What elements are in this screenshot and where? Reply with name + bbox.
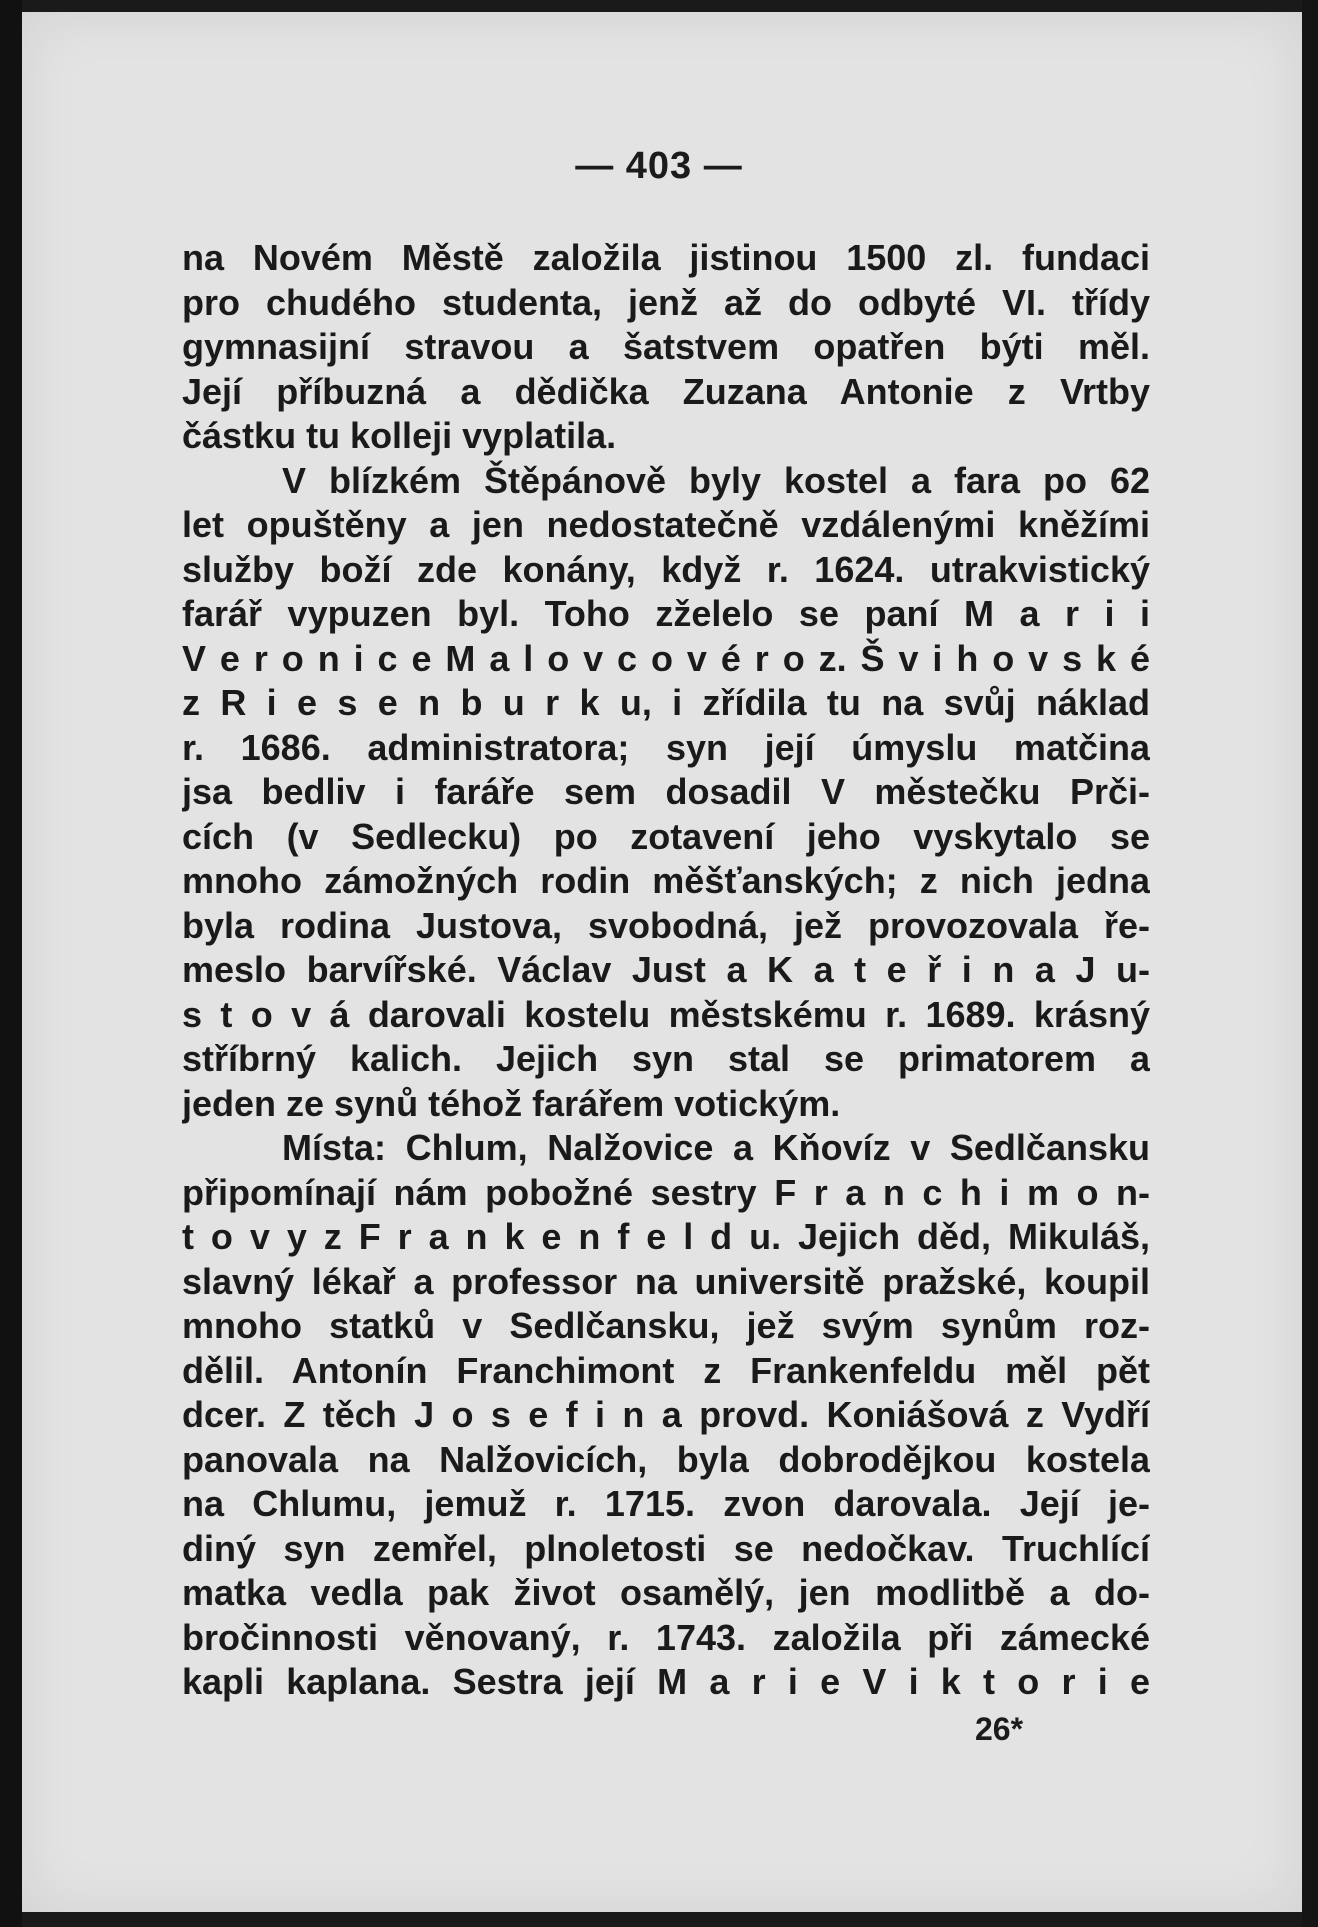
text-line: panovala na Nalžovicích, byla dobrodějkou kostela	[182, 1438, 1150, 1480]
text-line: částku tu kolleji vyplatila.	[182, 415, 617, 456]
text-line: let opuštěny a jen nedostatečně vzdálenými kněžími	[182, 504, 1150, 545]
text-line: mnoho zámožných rodin měšťanských; z nich jedna	[182, 860, 1150, 901]
text-line: jsa bedliv i faráře sem dosadil V městečku Prči-	[182, 771, 1150, 812]
text-line: pro chudého studenta, jenž až do odbyté VI. třídy	[182, 281, 1150, 323]
text-line: kapli kaplana. Sestra její M a r i e V i k t o r i e	[182, 1661, 1150, 1702]
text-line: na Chlumu, jemuž r. 1715. zvon darovala. Její je-	[182, 1483, 1150, 1524]
text-line: t o v y z F r a n k e n f e l d u. Jejich děd, Mikuláš,	[182, 1216, 1150, 1257]
text-line: r. 1686. administratora; syn její úmyslu matčina	[182, 726, 1150, 768]
text-line: matka vedla pak život osamělý, jen modlitbě a do-	[182, 1572, 1150, 1613]
signature-mark: 26*	[975, 1711, 1024, 1747]
text-line: V e r o n i c e M a l o v c o v é r o z. Š v i h o v s k é	[182, 637, 1150, 679]
text-line: V blízkém Štěpánově byly kostel a fara po 62	[282, 459, 1150, 501]
text-line: gymnasijní stravou a šatstvem opatřen býti měl.	[182, 326, 1150, 367]
text-line: bročinnosti věnovaný, r. 1743. založila při zámecké	[182, 1616, 1150, 1658]
text-line: byla rodina Justova, svobodná, jež provozovala ře-	[182, 904, 1150, 946]
text-line: jeden ze synů téhož farářem votickým.	[182, 1082, 841, 1124]
text-line: dcer. Z těch J o s e f i n a provd. Koniášová z Vydří	[182, 1394, 1150, 1435]
text-line: s t o v á darovali kostelu městskému r. 1689. krásný	[182, 993, 1150, 1035]
text-line: Její příbuzná a dědička Zuzana Antonie z Vrtby	[182, 370, 1150, 412]
text-line: Místa: Chlum, Nalžovice a Kňovíz v Sedlčansku	[282, 1127, 1150, 1168]
text-line: slavný lékař a professor na universitě pražské, koupil	[182, 1260, 1150, 1302]
scan-left-edge	[0, 0, 22, 1927]
text-line: cích (v Sedlecku) po zotavení jeho vyskytalo se	[182, 815, 1150, 857]
text-line: farář vypuzen byl. Toho zželelo se paní M a r i i	[182, 593, 1150, 634]
text-line: na Novém Městě založila jistinou 1500 zl. fundaci	[182, 237, 1150, 278]
page-number: — 403 —	[575, 145, 743, 187]
scan-right-edge	[1302, 0, 1318, 1927]
text-line: stříbrný kalich. Jejich syn stal se primatorem a	[182, 1038, 1150, 1079]
text-line: diný syn zemřel, plnoletosti se nedočkav. Truchlící	[182, 1527, 1150, 1569]
text-line: služby boží zde konány, když r. 1624. utrakvistický	[182, 548, 1150, 590]
text-line: mnoho statků v Sedlčansku, jež svým synům roz-	[182, 1305, 1150, 1346]
text-line: dělil. Antonín Franchimont z Frankenfeldu měl pět	[182, 1349, 1150, 1391]
text-line: meslo barvířské. Václav Just a K a t e ř i n a J u-	[182, 949, 1150, 990]
body-text	[182, 236, 1150, 1705]
text-line: z R i e s e n b u r k u, i zřídila tu na svůj náklad	[182, 682, 1150, 723]
text-line: připomínají nám pobožné sestry F r a n c h i m o n-	[182, 1171, 1150, 1213]
